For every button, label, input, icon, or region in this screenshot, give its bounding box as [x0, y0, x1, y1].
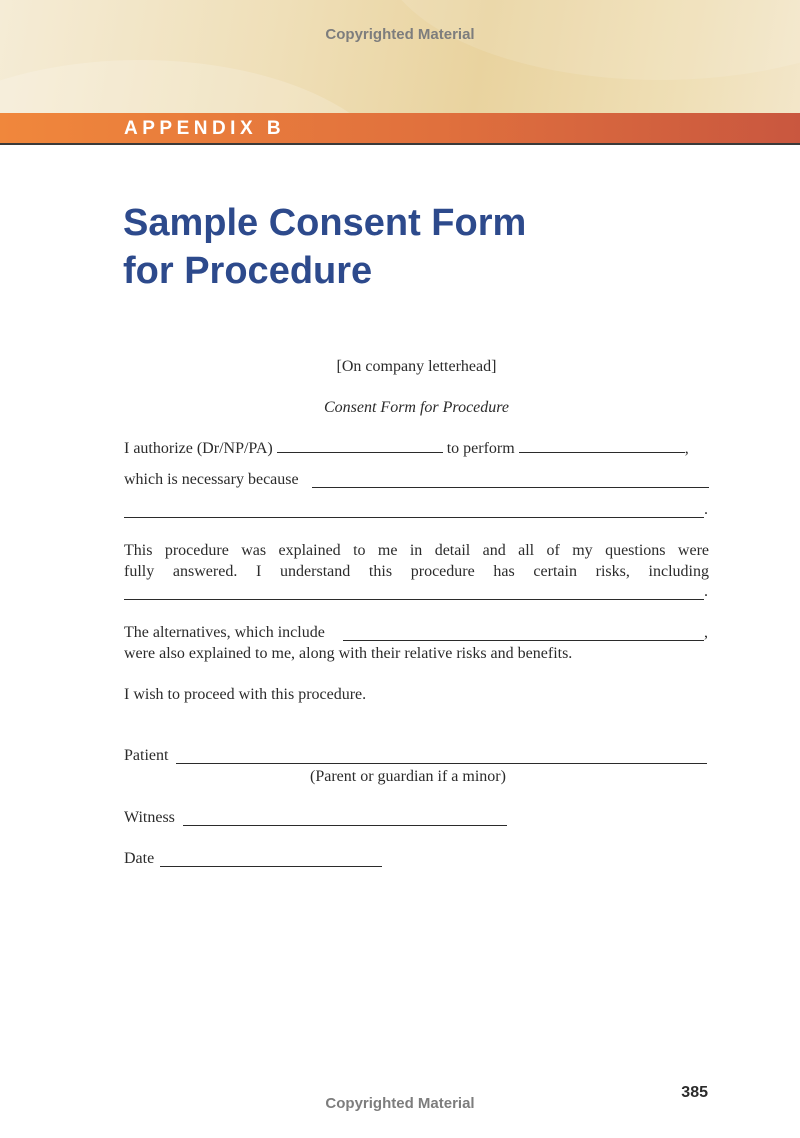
- alternatives-line2: were also explained to me, along with their relative risks and benefits.: [124, 645, 573, 662]
- authorize-row: [124, 438, 709, 459]
- procedure-blank[interactable]: [519, 438, 685, 453]
- witness-signature-blank[interactable]: [183, 825, 507, 826]
- patient-signature-blank[interactable]: [176, 763, 707, 764]
- letterhead-note: [On company letterhead]: [336, 358, 497, 375]
- to-perform-label: to perform: [446, 440, 515, 457]
- explained-line2: fully answered. I understand this procedure has certain risks, including: [124, 563, 709, 580]
- provider-name-blank[interactable]: [277, 438, 443, 453]
- page-number: 385: [681, 1084, 708, 1101]
- reason-continued-blank[interactable]: [124, 517, 704, 518]
- reason-period: .: [704, 501, 708, 518]
- copyright-bottom: Copyrighted Material: [325, 1095, 475, 1112]
- appendix-bar: [0, 113, 800, 145]
- explained-line1: This procedure was explained to me in detail and all of my questions were: [124, 542, 709, 559]
- page-title: [123, 199, 526, 295]
- copyright-top: Copyrighted Material: [325, 26, 475, 43]
- alternatives-prefix: The alternatives, which include: [124, 624, 325, 641]
- patient-label: Patient: [124, 747, 169, 764]
- reason-blank[interactable]: [312, 487, 709, 488]
- authorize-comma: ,: [684, 440, 689, 457]
- alternatives-comma: ,: [704, 624, 708, 641]
- proceed-statement: I wish to proceed with this procedure.: [124, 686, 367, 703]
- authorize-prefix: I authorize (Dr/NP/PA): [124, 440, 273, 457]
- top-banner: [0, 0, 800, 113]
- date-label: Date: [124, 850, 155, 867]
- witness-label: Witness: [124, 809, 175, 826]
- form-title: Consent Form for Procedure: [323, 399, 509, 416]
- page-title-line1: Sample Consent Form: [123, 202, 527, 244]
- guardian-note: (Parent or guardian if a minor): [310, 768, 506, 785]
- risks-blank[interactable]: [124, 599, 704, 600]
- necessary-because-label: which is necessary because: [124, 471, 299, 488]
- banner-swoosh: [0, 60, 400, 113]
- page-title-line2: for Procedure: [123, 250, 373, 292]
- appendix-label: APPENDIX B: [124, 118, 286, 139]
- date-blank[interactable]: [160, 866, 382, 867]
- alternatives-blank[interactable]: [343, 640, 704, 641]
- risks-period: .: [704, 583, 708, 600]
